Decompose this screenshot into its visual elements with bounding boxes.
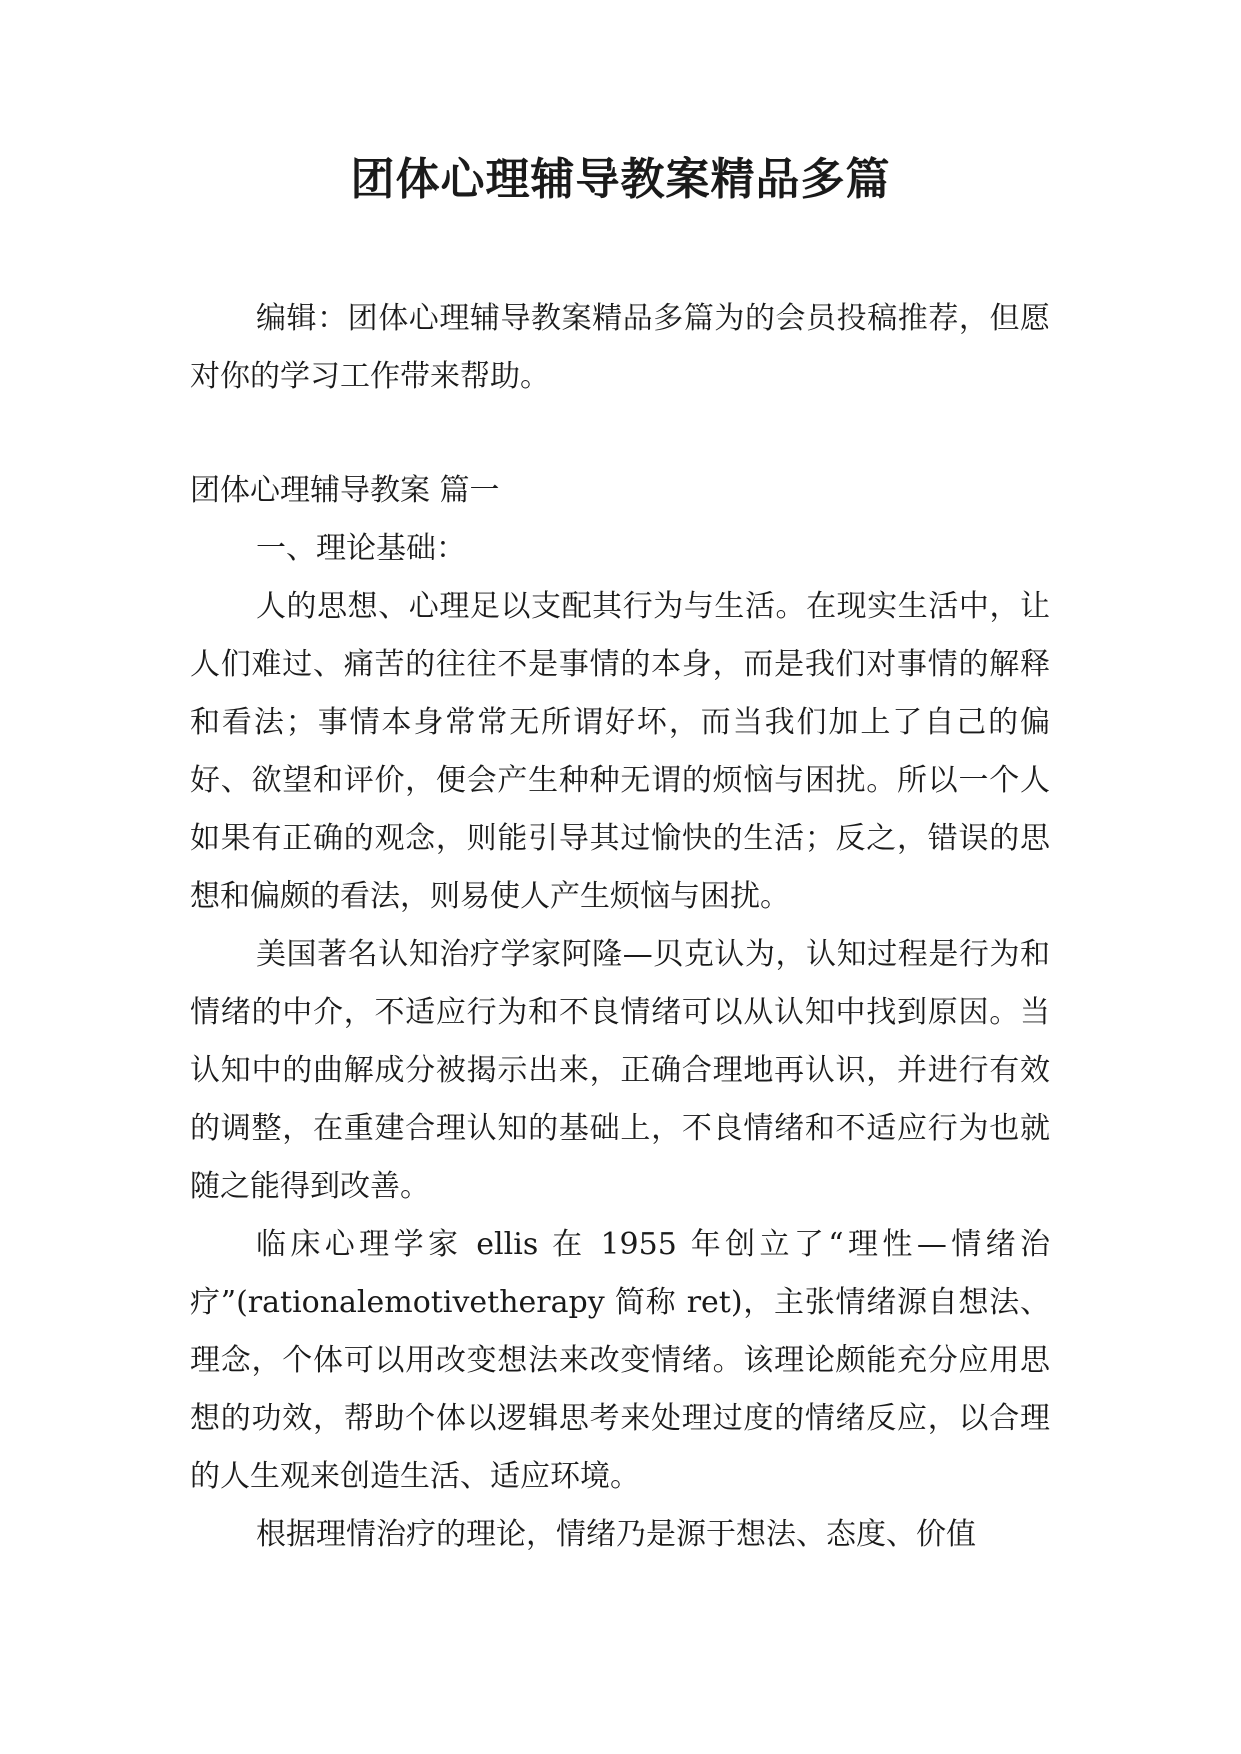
- subheading: 一、理论基础：: [256, 531, 466, 566]
- section-one: [190, 462, 1050, 1564]
- body-paragraph-1: 人的思想、心理足以支配其行为与生活。在现实生活中，让人们难过、痛苦的往往不是事情的本身，而是我们对事情的解释和看法；事情本身常常无所谓好坏，而当我们加上了自己的偏好、欲望和评价，便会产生种种无谓的烦恼与困扰。所以一个人如果有正确的观念，则能引导其过愉快的生活；反之，错误的思想和偏颇的看法，则易使人产生烦恼与困扰。: [190, 589, 1050, 914]
- intro-block: [190, 290, 1050, 406]
- intro-paragraph: 编辑：团体心理辅导教案精品多篇为的会员投稿推荐，但愿对你的学习工作带来帮助。: [190, 301, 1050, 394]
- body-paragraph-3: 临床心理学家 ellis 在 1955 年创立了“理性—情绪治疗”(rationalemotivetherapy 简称 ret)，主张情绪源自想法、理念，个体可以用改变想法来改变情绪。该理论颇能充分应用思想的功效，帮助个体以逻辑思考来处理过度的情绪反应，以合理的人生观来创造生活、适应环境。: [190, 1227, 1050, 1494]
- body-paragraph-4: 根据理情治疗的理论，情绪乃是源于想法、态度、价值: [256, 1517, 976, 1552]
- document-title: 团体心理辅导教案精品多篇: [350, 154, 891, 205]
- body-paragraph-2: 美国著名认知治疗学家阿隆—贝克认为，认知过程是行为和情绪的中介，不适应行为和不良情绪可以从认知中找到原因。当认知中的曲解成分被揭示出来，正确合理地再认识，并进行有效的调整，在重建合理认知的基础上，不良情绪和不适应行为也就随之能得到改善。: [190, 937, 1050, 1204]
- section-heading: 团体心理辅导教案 篇一: [190, 473, 500, 508]
